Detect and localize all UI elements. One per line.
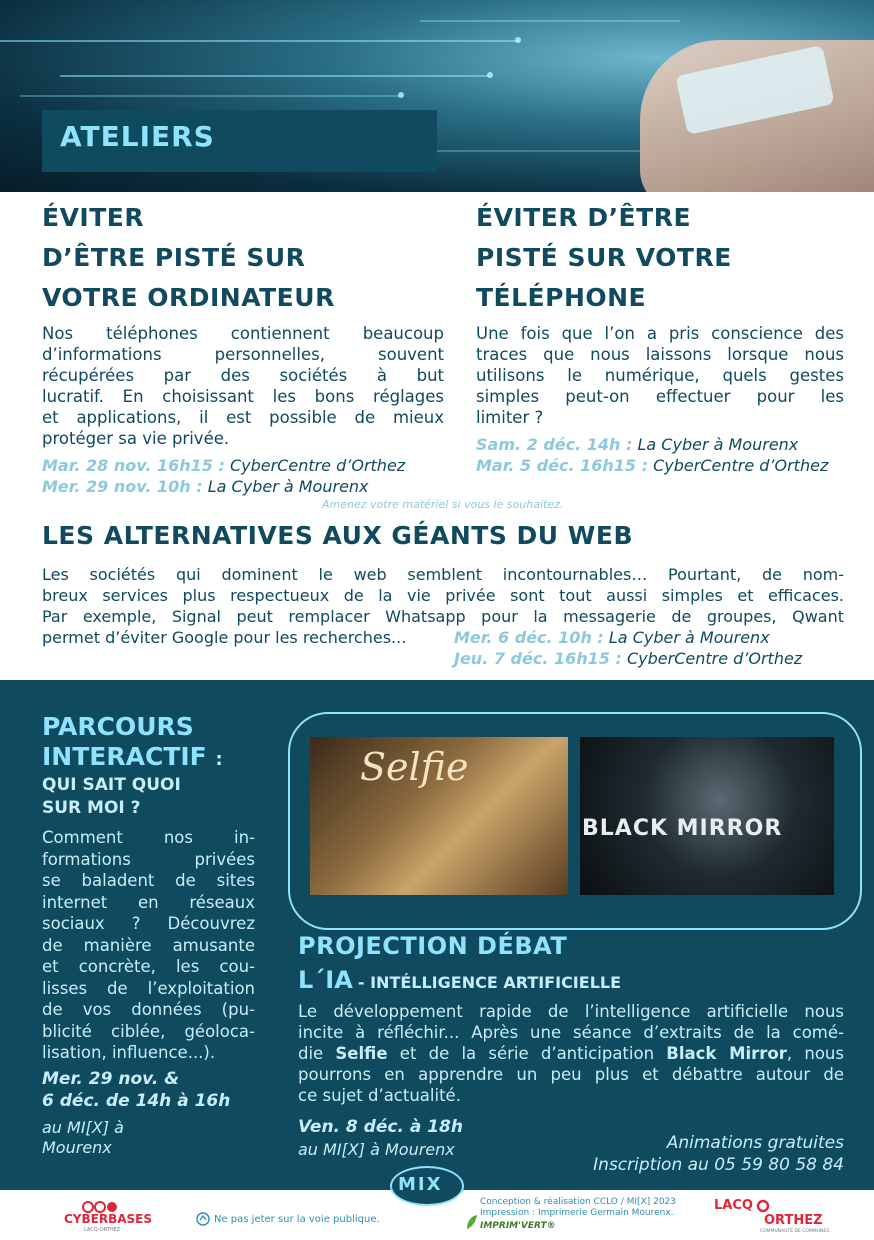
session-date: Jeu. 7 déc. 16h15 :: [454, 649, 622, 668]
parcours-title: [42, 712, 223, 775]
subtitle-line: SUR MOI ?: [42, 798, 141, 818]
lacq-logo: LACQ: [714, 1198, 753, 1213]
body-line: [298, 1043, 844, 1064]
circuit-dot: [398, 92, 404, 98]
movie-title: Selfie: [335, 1044, 388, 1063]
subtitle-line: QUI SAIT QUOI: [42, 775, 181, 795]
body-line: internet en réseaux: [42, 892, 255, 912]
date-line: 6 déc. de 14h à 16h: [42, 1091, 231, 1111]
workshop-computer-title: [42, 198, 462, 318]
selfie-image-title: Selfie: [360, 745, 469, 789]
imprimvert-label: IMPRIM'VERT®: [480, 1221, 556, 1231]
session-line: [476, 434, 798, 455]
recycle-icon: [196, 1211, 210, 1225]
body-line: lisses de l’exploitation: [42, 978, 255, 998]
parcours-dates: [42, 1068, 230, 1112]
title-line: PARCOURS: [42, 712, 194, 741]
body-line: blicité ciblée, géoloca-: [42, 1021, 255, 1041]
workshop-phone-description: [476, 323, 844, 428]
session-place: CyberCentre d’Orthez: [653, 456, 829, 475]
title-line: ÉVITER: [42, 203, 145, 232]
body-line: lucratif. En choisissant les bons réglages: [42, 387, 444, 406]
body-line: Comment nos in-: [42, 828, 255, 847]
parcours-subtitle: [42, 774, 181, 820]
lacq-sub: COMMUNAUTÉ DE COMMUNES: [760, 1229, 830, 1234]
body-line: simples peut-on effectuer pour les: [476, 387, 844, 406]
leaf-icon: [466, 1214, 478, 1230]
title-line: INTERACTIF: [42, 742, 207, 771]
title-line: D’ÊTRE PISTÉ SUR: [42, 243, 306, 272]
body-line: traces que nous laissons lorsque nous: [476, 345, 844, 364]
projection-subtitle: [298, 966, 621, 994]
registration-phone: Inscription au 05 59 80 58 84: [593, 1155, 844, 1175]
body-line: utilisons le numérique, quels gestes: [476, 366, 844, 385]
parcours-description: [42, 827, 255, 1064]
cyberbases-logo: CYBERBASES: [64, 1212, 152, 1226]
session-date: Mer. 6 déc. 10h :: [454, 628, 604, 647]
place-line: Mourenx: [42, 1138, 112, 1157]
body-line: et concrète, les cou-: [42, 957, 255, 976]
text-part: , nous: [786, 1044, 844, 1063]
body-line: sociaux ? Découvrez: [42, 914, 255, 933]
body-line: formations privées: [42, 849, 255, 869]
body-line: incite à réfléchir... Après une séance d’extraits de la comé-: [298, 1023, 844, 1042]
body-line: d’informations personnelles, souvent: [42, 345, 444, 364]
session-place: La Cyber à Mourenx: [637, 435, 799, 454]
title-line: ÉVITER D’ÊTRE: [476, 203, 692, 232]
workshop-phone-title: [476, 198, 856, 318]
title-colon: :: [215, 749, 223, 770]
credit-line: Conception & réalisation CCLO / MI[X] 2023: [480, 1197, 677, 1207]
projection-place: au MI[X] à Mourenx: [298, 1140, 455, 1159]
series-title: Black Mirror: [666, 1044, 787, 1063]
session-date: Mar. 28 nov. 16h15 :: [42, 456, 225, 475]
body-line: ce sujet d’actualité.: [298, 1086, 461, 1105]
circuit-line: [0, 40, 520, 42]
body-line: breux services plus respectueux de la vie privée sont tout aussi simples et efficaces.: [42, 586, 844, 605]
section-label: ATELIERS: [60, 120, 215, 153]
session-place: La Cyber à Mourenx: [207, 477, 369, 496]
projection-title: PROJECTION DÉBAT: [298, 932, 568, 960]
body-line: protéger sa vie privée.: [42, 429, 230, 448]
circuit-dot: [487, 72, 493, 78]
session-line: [454, 627, 770, 648]
lacq-orthez-logo-icon: [756, 1198, 770, 1212]
body-line: récupérées par des sociétés à but: [42, 366, 444, 385]
circuit-line: [420, 20, 680, 22]
parcours-place: [42, 1118, 124, 1158]
body-line: Le développement rapide de l’intelligence artificielle nous: [298, 1002, 844, 1021]
title-line: VOTRE ORDINATEUR: [42, 283, 335, 312]
session-date: Sam. 2 déc. 14h :: [476, 435, 633, 454]
subtitle-rest: - INTÉLLIGENCE ARTIFICIELLE: [357, 973, 622, 992]
info-block: [593, 1132, 844, 1176]
session-date: Mer. 29 nov. 10h :: [42, 477, 203, 496]
cyberbases-logo-icon: [82, 1198, 122, 1210]
date-line: Mer. 29 nov. &: [42, 1069, 180, 1089]
body-line: Une fois que l’on a pris conscience des: [476, 324, 844, 343]
session-place: CyberCentre d’Orthez: [626, 649, 803, 668]
body-line: permet d’éviter Google pour les recherches...: [42, 628, 407, 647]
session-line: [476, 455, 828, 476]
projection-date: Ven. 8 déc. à 18h: [298, 1117, 463, 1137]
black-mirror-image-title: BLACK MIRROR: [582, 816, 783, 841]
alternatives-title: LES ALTERNATIVES AUX GÉANTS DU WEB: [42, 521, 634, 550]
body-line: Les sociétés qui dominent le web semblent incontournables… Pourtant, de nom-: [42, 565, 844, 584]
bring-material-note: Amenez votre matériel si vous le souhaitez.: [322, 498, 564, 511]
projection-description: [298, 1001, 844, 1106]
session-date: Mar. 5 déc. 16h15 :: [476, 456, 649, 475]
workshop-computer-description: [42, 323, 444, 449]
circuit-line: [60, 75, 490, 77]
title-line: PISTÉ SUR VOTRE: [476, 243, 732, 272]
text-part: die: [298, 1044, 336, 1063]
title-line: TÉLÉPHONE: [476, 283, 647, 312]
body-line: pourrons en apprendre un peu plus et débattre autour de: [298, 1065, 844, 1084]
no-litter-note: Ne pas jeter sur la voie publique.: [214, 1214, 380, 1225]
session-line: [42, 476, 369, 497]
cyberbases-sub: LACQ-ORTHEZ: [84, 1227, 121, 1233]
body-line: de manière amusante: [42, 935, 255, 955]
session-place: CyberCentre d’Orthez: [229, 456, 406, 475]
circuit-line: [20, 95, 400, 97]
text-part: et de la série d’anticipation: [387, 1044, 667, 1063]
session-place: La Cyber à Mourenx: [608, 628, 770, 647]
body-line: limiter ?: [476, 408, 544, 427]
orthez-logo: ORTHEZ: [764, 1213, 823, 1228]
body-line: et applications, il est possible de mieux: [42, 408, 444, 427]
credit-line: Impression : Imprimerie Germain Mourenx.: [480, 1208, 674, 1218]
body-line: de vos données (pu-: [42, 1000, 255, 1019]
subtitle-prefix: L´IA: [298, 966, 353, 994]
body-line: Par exemple, Signal peut remplacer Whatsapp pour la messagerie de groupes, Qwant: [42, 607, 844, 626]
session-line: [42, 455, 405, 476]
body-line: se baladent de sites: [42, 871, 255, 890]
circuit-dot: [515, 37, 521, 43]
session-line: [454, 648, 802, 669]
place-line: au MI[X] à: [42, 1118, 124, 1137]
body-line: lisation, influence...).: [42, 1043, 216, 1062]
body-line: Nos téléphones contiennent beaucoup: [42, 324, 444, 343]
mix-logo: MIX: [398, 1174, 443, 1195]
free-animations: Animations gratuites: [666, 1133, 844, 1153]
